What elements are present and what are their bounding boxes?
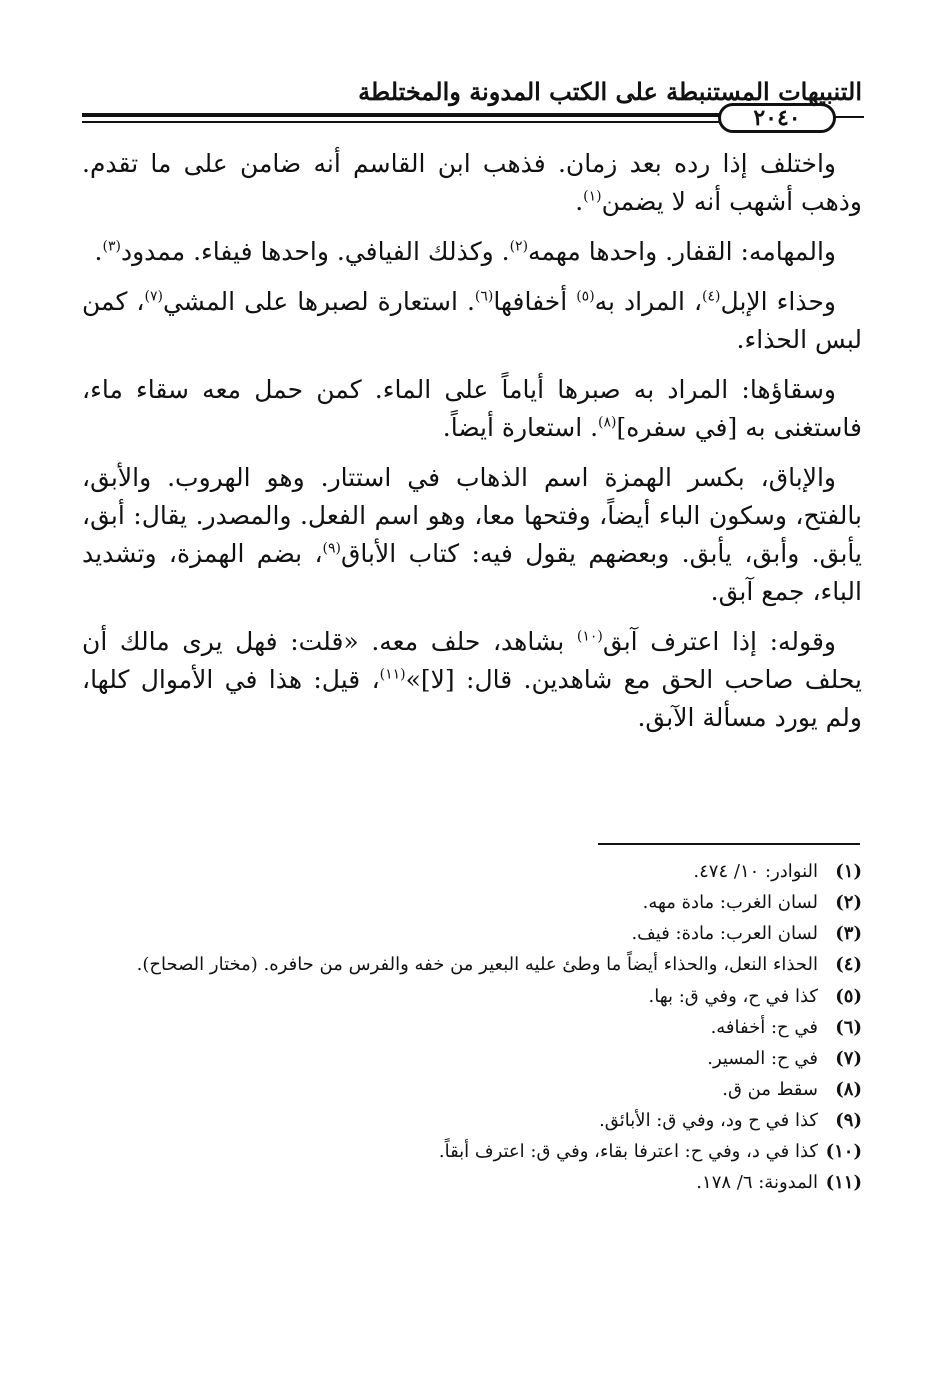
paragraph-3 (82, 283, 862, 359)
page-number: ٢٠٤٠ (753, 105, 801, 131)
footnotes-list (82, 856, 862, 1198)
footnote-ref[interactable]: (٩) (322, 540, 342, 557)
footnote-ref[interactable]: (١١) (379, 666, 406, 683)
footnote-ref[interactable]: (٧) (144, 288, 163, 305)
footnote-number: (٣) (835, 923, 862, 944)
footnote-item (82, 981, 862, 1012)
paragraph-text: ، بضم الهمزة، وتشديد الباء، جمع آبق. (82, 539, 862, 606)
paragraph-text: ، كمن لبس الحذاء. (82, 287, 862, 354)
paragraph-text: وقوله: إذا اعترف آبق (602, 627, 836, 656)
footnote-number: (١) (835, 861, 862, 882)
footnote-text: في ح: أخفافه. (710, 1017, 818, 1038)
paragraph-text: . وكذلك الفيافي. واحدها فيفاء. ممدود (120, 237, 510, 266)
footnote-number: (٨) (835, 1079, 862, 1100)
footnote-text: كذا في ح ود، وفي ق: الأبائق. (599, 1110, 818, 1131)
footnote-ref[interactable]: (٢) (509, 238, 529, 255)
paragraph-5 (82, 459, 862, 611)
paragraph-4 (82, 371, 862, 447)
footnote-item (82, 1105, 862, 1136)
paragraph-text: وسقاؤها: المراد به صبرها أياماً على الماء. كمن حمل معه سقاء ماء، فاستغنى به [في سفره] (82, 375, 862, 442)
main-text (82, 145, 862, 749)
footnote-ref[interactable]: (٨) (598, 414, 617, 431)
footnote-text: كذا في د، وفي ح: اعترفا بقاء، وفي ق: اعترف أبقاً. (438, 1141, 818, 1162)
footnote-number: (٤) (835, 954, 862, 975)
paragraph-text: وحذاء الإبل (720, 287, 836, 316)
footnote-text: سقط من ق. (722, 1079, 818, 1100)
footnote-text: الحذاء النعل، والحذاء أيضاً ما وطئ عليه البعير من خفه والفرس من حافره. (مختار الصحاح). (136, 954, 818, 975)
page-number-badge (718, 103, 836, 133)
footnote-number: (٥) (835, 986, 862, 1007)
footnote-text: المدونة: ٦/ ١٧٨. (696, 1172, 818, 1193)
footnote-number: (١٠) (825, 1141, 862, 1162)
footnote-item (82, 887, 862, 918)
footnote-item (82, 1167, 862, 1198)
paragraph-6 (82, 623, 862, 737)
footnote-item (82, 856, 862, 887)
paragraph-text: ، قيل: هذا في الأموال كلها، ولم يورد مسألة الآبق. (82, 665, 862, 732)
paragraph-text: أخفافها (493, 287, 577, 316)
footnote-number: (٢) (835, 892, 862, 913)
footnote-ref[interactable]: (١٠) (576, 628, 603, 645)
footnote-ref[interactable]: (٤) (702, 288, 721, 305)
footnote-ref[interactable]: (٥) (576, 288, 595, 305)
paragraph-text: بشاهد، حلف معه. «قلت: فهل يرى مالك أن يحلف صاحب الحق مع شاهدين. قال: [لا]» (82, 627, 862, 694)
footnote-separator (598, 843, 860, 845)
footnote-text: لسان العرب: مادة: فيف. (631, 923, 818, 944)
footnote-item (82, 1136, 862, 1167)
paragraph-text: والمهامه: القفار. واحدها مهمه (528, 237, 836, 266)
footnote-number: (٩) (835, 1110, 862, 1131)
footnote-item (82, 1012, 862, 1043)
footnote-item (82, 918, 862, 949)
paragraph-text: ، المراد به (594, 287, 703, 316)
footnote-text: لسان الغرب: مادة مهه. (642, 892, 818, 913)
header-rule-thick (82, 113, 721, 117)
header-rule-right (833, 116, 864, 118)
paragraph-text: . استعارة لصبرها على المشي (162, 287, 475, 316)
footnote-number: (٧) (835, 1048, 862, 1069)
footnote-text: في ح: المسير. (707, 1048, 818, 1069)
footnote-text: كذا في ح، وفي ق: بها. (648, 986, 818, 1007)
footnote-item (82, 1043, 862, 1074)
paragraph-text: واختلف إذا رده بعد زمان. فذهب ابن القاسم أنه ضامن على ما تقدم. وذهب أشهب أنه لا يضمن (82, 149, 862, 216)
footnote-item (82, 949, 862, 981)
paragraph-2 (82, 233, 862, 271)
paragraph-text: . استعارة أيضاً. (442, 413, 599, 442)
paragraph-text: والإباق، بكسر الهمزة اسم الذهاب في استتار. وهو الهروب. والأبق، بالفتح، وسكون الباء أيضاً، وفتحها معا، وهو اسم الفعل. والمصدر. يقال: أبق، يأبق. وأبق، يأبق. وبعضهم يقول فيه: كتاب الأباق (82, 463, 862, 568)
footnote-ref[interactable]: (٦) (474, 288, 494, 305)
paragraph-text: . (575, 187, 584, 216)
footnote-number: (١١) (825, 1172, 862, 1193)
paragraph-1 (82, 145, 862, 221)
footnote-item (82, 1074, 862, 1105)
header-rule-thin (82, 121, 721, 123)
paragraph-text: . (94, 237, 103, 266)
footnote-ref[interactable]: (١) (583, 188, 602, 205)
footnote-ref[interactable]: (٣) (102, 238, 121, 255)
running-title: التنبيهات المستنبطة على الكتب المدونة والمختلطة (358, 77, 862, 106)
footnote-text: النوادر: ١٠/ ٤٧٤. (693, 861, 818, 882)
footnote-number: (٦) (835, 1017, 862, 1038)
